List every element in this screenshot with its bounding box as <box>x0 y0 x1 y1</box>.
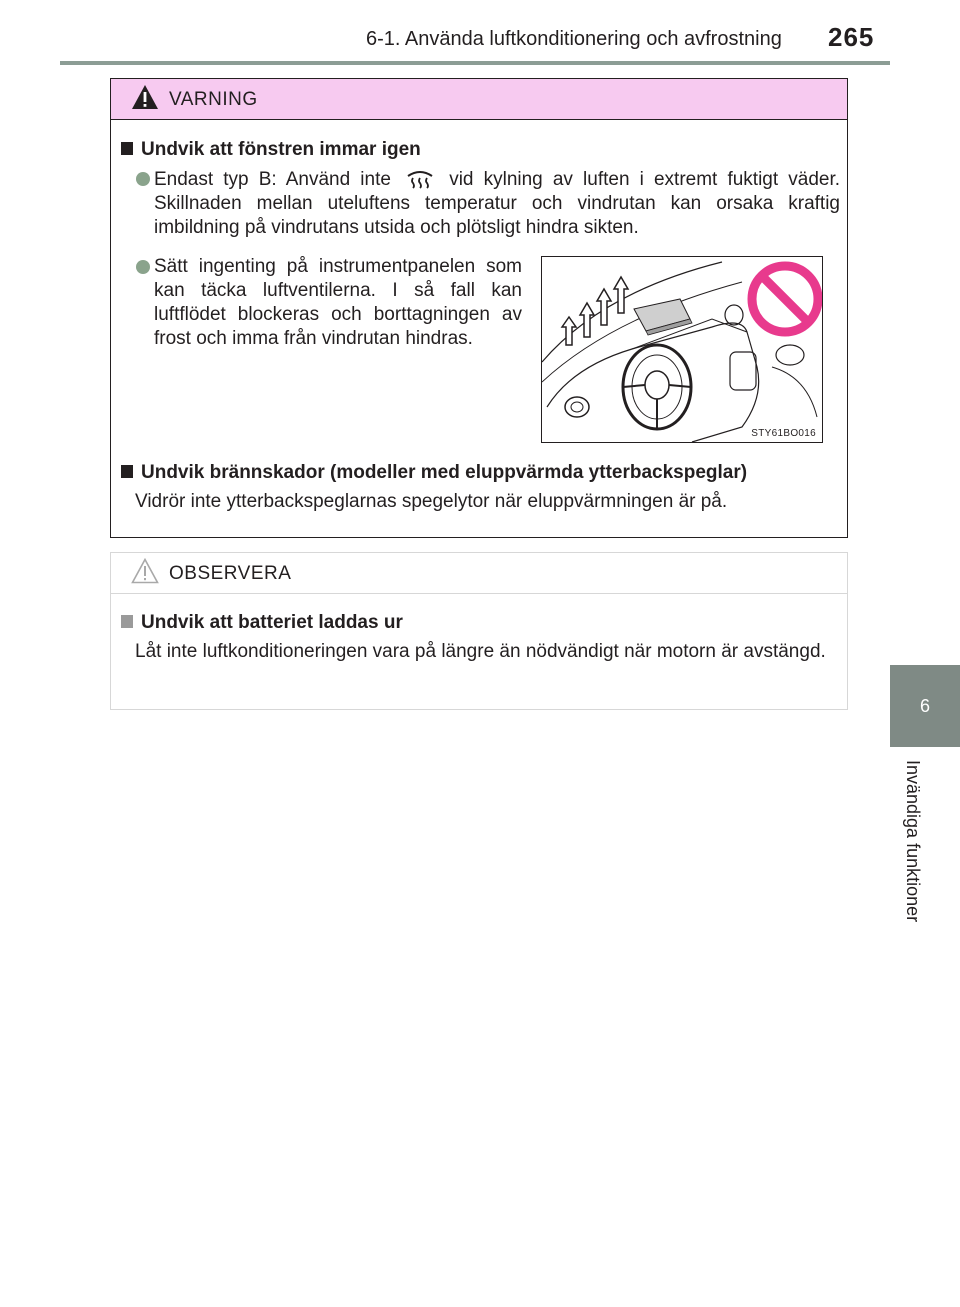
prohibition-icon <box>752 266 818 332</box>
warning-bullet-1: Endast typ B: Använd inte vid kylning av luften i extremt fuktigt väder. Skillnaden mellan uteluftens temperatur och vindrutan kan orsaka kraftig imbildning på vindrutans utsida och plötsligt hindra sikten. <box>154 169 841 238</box>
section-title: 6-1. Använda luftkonditionering och avfrostning <box>366 28 782 50</box>
bullet-dot-icon <box>136 172 150 186</box>
warning-heading-fog: Undvik att fönstren immar igen <box>121 139 421 161</box>
warning-header <box>111 79 847 120</box>
chapter-label: Invändiga funktioner <box>903 760 923 923</box>
caution-heading: Undvik att batteriet laddas ur <box>121 612 403 634</box>
caution-box <box>110 552 848 710</box>
heading-square-icon <box>121 465 133 478</box>
dashboard-illustration <box>541 256 823 443</box>
heading-square-icon <box>121 615 133 628</box>
heading-square-icon <box>121 142 133 155</box>
warning-triangle-icon <box>131 84 159 110</box>
chapter-number: 6 <box>919 696 930 716</box>
caution-label: OBSERVERA <box>169 563 292 584</box>
header-rule <box>60 61 890 65</box>
warning-heading-burns: Undvik brännskador (modeller med eluppvärmda ytterbackspeglar) <box>121 462 747 484</box>
defroster-icon <box>405 167 435 189</box>
warning-bullet-2: Sätt ingenting på instrumentpanelen som kan täcka luftventilerna. I så fall kan luftflödet blockeras och borttagningen av frost och imma från vindrutan hindras. <box>154 256 522 349</box>
illustration-code: STY61BO016 <box>751 428 816 439</box>
page-header <box>0 0 960 64</box>
chapter-tab <box>890 665 960 747</box>
warning-label: VARNING <box>169 89 258 110</box>
caution-text: Låt inte luftkonditioneringen vara på längre än nödvändigt när motorn är avstängd. <box>135 641 826 662</box>
page-number: 265 <box>828 22 875 52</box>
warning-box <box>110 78 848 538</box>
caution-header <box>111 553 847 594</box>
warning-burns-text: Vidrör inte ytterbackspeglarnas spegelytor när eluppvärmningen är på. <box>135 491 728 512</box>
bullet-dot-icon <box>136 260 150 274</box>
caution-triangle-icon <box>131 558 159 584</box>
airflow-arrows <box>562 277 628 345</box>
dashboard-drawing <box>542 257 822 442</box>
